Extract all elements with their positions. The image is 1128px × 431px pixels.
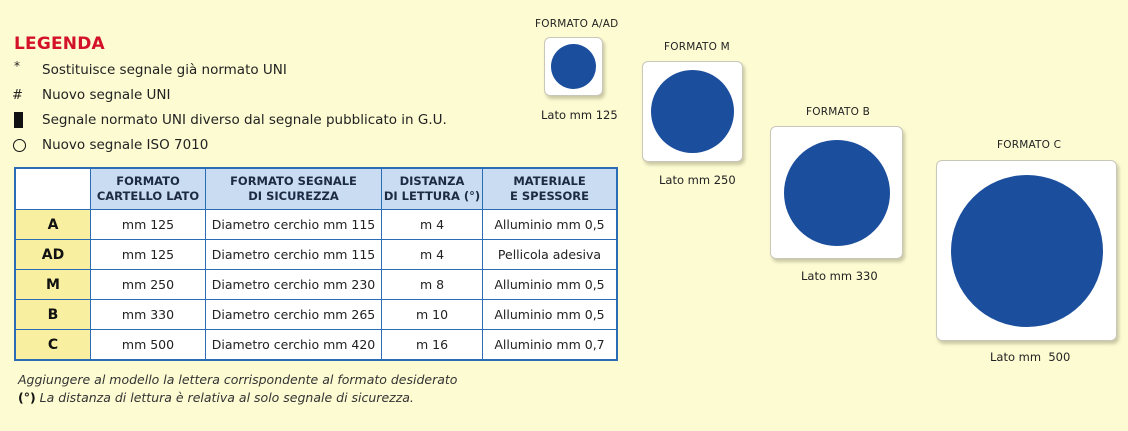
sign-size-cell: Diametro cerchio mm 265 bbox=[206, 300, 382, 330]
legend-title: LEGENDA bbox=[14, 34, 105, 54]
legend-item-new-uni bbox=[12, 84, 171, 106]
table-header-panel-size: FORMATO CARTELLO LATO bbox=[91, 168, 206, 210]
panel-size-cell: mm 125 bbox=[91, 210, 206, 240]
format-b-label: FORMATO B bbox=[806, 106, 871, 118]
degree-symbol: (°) bbox=[18, 390, 36, 405]
hash-icon: # bbox=[12, 87, 23, 103]
reading-distance-cell: m 4 bbox=[382, 240, 483, 270]
format-m-sign bbox=[642, 61, 743, 162]
table-header-corner bbox=[15, 168, 91, 210]
legend-item-iso-7010 bbox=[12, 134, 208, 156]
blue-disc-icon bbox=[951, 175, 1103, 327]
reading-distance-cell: m 4 bbox=[382, 210, 483, 240]
blue-disc-icon bbox=[784, 140, 890, 246]
format-spec-table bbox=[14, 167, 618, 361]
format-c-caption: Lato mm 500 bbox=[990, 350, 1071, 364]
format-code-cell: A bbox=[15, 210, 91, 240]
note-add-format-letter: Aggiungere al modello la lettera corrispondente al formato desiderato bbox=[18, 372, 458, 387]
format-b-caption: Lato mm 330 bbox=[801, 269, 878, 283]
note-reading-distance-text: La distanza di lettura è relativa al solo segnale di sicurezza. bbox=[35, 390, 414, 405]
legend-item-replaces-uni bbox=[12, 59, 287, 81]
legend-item-uni-different bbox=[12, 109, 447, 131]
format-code-cell: B bbox=[15, 300, 91, 330]
reading-distance-cell: m 10 bbox=[382, 300, 483, 330]
format-m-label: FORMATO M bbox=[664, 41, 730, 53]
sign-size-cell: Diametro cerchio mm 420 bbox=[206, 330, 382, 361]
black-bar-icon bbox=[12, 112, 42, 128]
format-b-sign bbox=[770, 126, 903, 259]
table-header-sign-size: FORMATO SEGNALE DI SICUREZZA bbox=[206, 168, 382, 210]
asterisk-icon: * bbox=[14, 59, 20, 73]
blue-disc-icon bbox=[551, 44, 596, 89]
format-code-cell: M bbox=[15, 270, 91, 300]
panel-size-cell: mm 250 bbox=[91, 270, 206, 300]
table-row bbox=[15, 240, 617, 270]
panel-size-cell: mm 330 bbox=[91, 300, 206, 330]
table-row bbox=[15, 210, 617, 240]
table-header-material: MATERIALE E SPESSORE bbox=[483, 168, 618, 210]
table-row bbox=[15, 270, 617, 300]
note-reading-distance bbox=[18, 390, 414, 405]
reading-distance-cell: m 16 bbox=[382, 330, 483, 361]
panel-size-cell: mm 125 bbox=[91, 240, 206, 270]
format-c-label: FORMATO C bbox=[997, 139, 1062, 151]
sign-size-cell: Diametro cerchio mm 230 bbox=[206, 270, 382, 300]
format-c-sign bbox=[936, 160, 1117, 341]
blue-disc-icon bbox=[651, 70, 734, 153]
reading-distance-cell: m 8 bbox=[382, 270, 483, 300]
legend-item-label: Nuovo segnale UNI bbox=[42, 87, 171, 103]
format-ad-sign bbox=[544, 37, 603, 96]
material-cell: Alluminio mm 0,7 bbox=[483, 330, 618, 361]
legend-item-label: Segnale normato UNI diverso dal segnale pubblicato in G.U. bbox=[42, 112, 447, 128]
material-cell: Pellicola adesiva bbox=[483, 240, 618, 270]
material-cell: Alluminio mm 0,5 bbox=[483, 210, 618, 240]
material-cell: Alluminio mm 0,5 bbox=[483, 270, 618, 300]
sign-size-cell: Diametro cerchio mm 115 bbox=[206, 240, 382, 270]
panel-size-cell: mm 500 bbox=[91, 330, 206, 361]
table-header-reading-distance: DISTANZA DI LETTURA (°) bbox=[382, 168, 483, 210]
format-ad-label: FORMATO A/AD bbox=[535, 18, 619, 30]
format-ad-caption: Lato mm 125 bbox=[541, 108, 618, 122]
table-row bbox=[15, 300, 617, 330]
format-code-cell: AD bbox=[15, 240, 91, 270]
table-row bbox=[15, 330, 617, 361]
sign-size-cell: Diametro cerchio mm 115 bbox=[206, 210, 382, 240]
table-header-row bbox=[15, 168, 617, 210]
format-code-cell: C bbox=[15, 330, 91, 361]
format-m-caption: Lato mm 250 bbox=[659, 173, 736, 187]
circle-outline-icon bbox=[12, 139, 42, 152]
legend-item-label: Nuovo segnale ISO 7010 bbox=[42, 137, 209, 153]
material-cell: Alluminio mm 0,5 bbox=[483, 300, 618, 330]
legend-item-label: Sostituisce segnale già normato UNI bbox=[42, 62, 287, 78]
